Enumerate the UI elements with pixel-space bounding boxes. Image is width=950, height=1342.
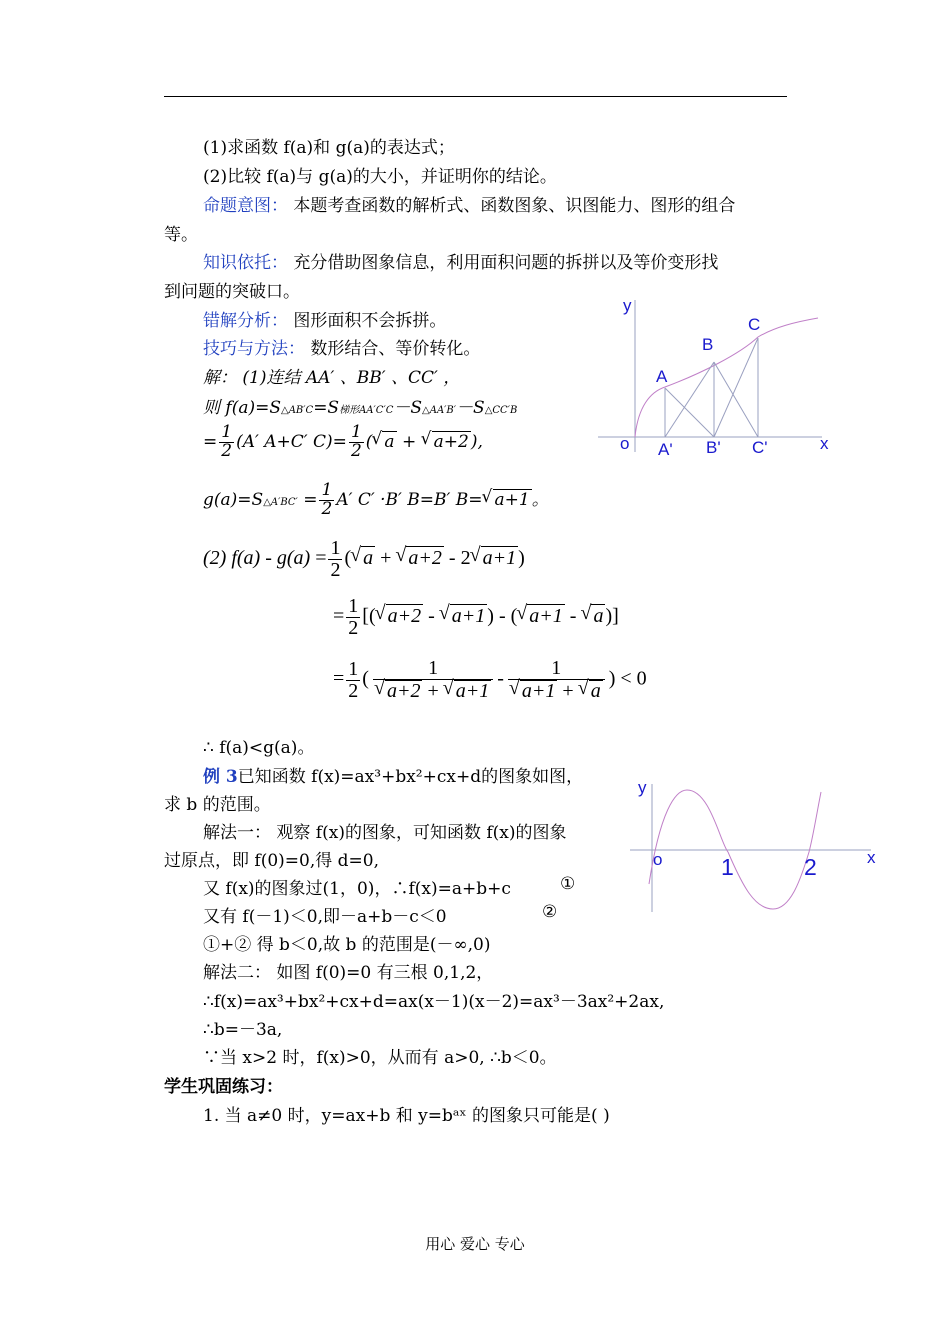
bracket-open: [( [362,605,376,628]
figure-1 [590,292,835,462]
frac-den: 2 [350,440,362,461]
method1-line [203,818,567,843]
equation-tag-1: ① [560,874,576,894]
example3-text: 已知函数 f(x)=ax³+bx²+cx+d的图象如图， [237,767,584,787]
basis-text: 充分借助图象信息，利用面积问题的拆拼以及等价变形找 [293,253,719,273]
fig1-point-B: B [702,335,714,354]
sl3-text: (A′ A+C′ C)= [236,431,347,452]
part2-line-2 [333,596,619,639]
eq-sign: = [315,547,327,570]
example3-line [203,762,583,787]
sqrt-a-plus-2: √ a+2 [406,546,444,570]
sqrt-a-plus-1: √ a+1 [481,546,519,570]
intent-text: 本题考查函数的解析式、函数图象、识图能力、图形的组合 [293,196,736,216]
p2-lhs: (2) f(a) - g(a) [203,547,311,570]
solution-line-4 [203,482,549,519]
sl2-c: －S [393,398,423,418]
solution-line-1: 解： (1)连结 AA′ 、BB′ 、CC′ ， [203,368,461,388]
method1-text: 观察 f(x)的图象，可知函数 f(x)的图象 [271,823,567,843]
frac-den: 2 [321,498,333,519]
frac-num: 1 [508,658,605,680]
frac-num: 1 [330,537,341,559]
skill-label: 技巧与方法： [203,339,305,359]
sl2-d: －S [456,398,485,418]
minus: - [569,605,577,628]
frac-num: 1 [321,480,333,500]
header-rule [164,96,787,97]
sqrt-a-plus-2: √ a+2 [432,431,471,452]
sl4-mid: A′ C′ ·B′ B=B′ B= [336,489,483,510]
solution-line-3: = $\frac{1}{2}$ (A′ A+C′ C)= $\frac{1}{2}$ (√ a + √ a+2 ), [203,424,483,461]
frac-num: 1 [373,658,493,680]
example3-label: 例 3 [203,767,238,787]
fraction-1 [373,658,493,702]
question-1: (1)求函数 f(a)和 g(a)的表达式； [203,138,455,158]
frac-num: 1 [348,657,359,680]
sl2-sub3: △AA′B′ [422,405,457,416]
method1-line-4: 又有 f(－1)＜0,即－a+b－c＜0 [203,907,447,927]
solution-line-2 [203,393,517,418]
fig1-point-A: A [656,367,668,386]
fig2-tick-1: 1 [721,854,734,880]
sqrt-a: √ a [591,604,605,628]
fig1-x-label: x [820,434,829,453]
sl2-sub1: △AB′C [281,405,314,416]
bracket-close: )] [605,605,619,628]
eq-sign: = [203,431,218,452]
sqrt-a-plus-1: √ a+1 [527,604,565,628]
fraction-2 [508,658,605,702]
basis-line [203,248,718,273]
segment-A1B [665,362,714,437]
mid-paren: ) - ( [487,605,518,628]
method1-text-cont: 过原点，即 f(0)=0,得 d=0, [164,851,379,871]
therefore-line: ∴ f(a)<g(a)。 [203,738,315,758]
less-than-zero: ) < 0 [608,667,647,690]
sqrt-a-plus-2: √ a+2 [386,604,424,628]
method2-line [203,958,493,983]
equation-tag-2: ② [542,902,558,922]
skill-line [203,334,480,359]
fig1-point-B1: B' [706,438,721,457]
error-text: 图形面积不会拆拼。 [293,311,447,331]
frac-den-1: √ a+2 + √ a+1 [373,680,493,702]
frac-den: 2 [348,679,359,702]
sl4-end: 。 [531,489,549,510]
sqrt-a-plus-1: √ a+1 [520,680,558,702]
half-fraction [346,596,360,639]
fig2-tick-2: 2 [804,854,817,880]
question-2: (2)比较 f(a)与 g(a)的大小，并证明你的结论。 [203,167,557,187]
sqrt-a-plus-1: √ a+1 [454,680,492,702]
sl2-sub4: △CC′B [484,405,518,416]
minus: - [428,605,435,628]
part2-line-3: = $\frac{1}{2}$ ( 1 √ a+2 + √ a+1 - 1 √ a+1 + √ a ) < 0 [333,658,647,702]
sl4-sub: △A′BC′ [263,496,298,508]
fig2-origin-label: o [653,850,663,869]
frac-den: 2 [221,440,233,461]
sl4-a: g(a)=S [203,489,264,510]
sqrt-a: √ a [589,680,603,702]
minus: - [497,667,504,690]
fig2-x-label: x [867,848,876,867]
plus: + [380,547,392,570]
half-fraction [349,424,364,461]
intent-text-cont: 等。 [164,225,198,245]
sl2-b: =S [313,398,340,418]
practice-item-1: 1. 当 a≠0 时，y=ax+b 和 y=bᵃˣ 的图象只可能是( ) [203,1106,610,1126]
fig2-y-label: y [638,778,647,797]
half-fraction [328,538,342,581]
sqrt-a: √ a [382,431,396,452]
half-fraction [319,482,334,519]
method1-line-3: 又 f(x)的图象过(1，0)，∴f(x)=a+b+c [203,879,511,899]
method2-line-2: ∴f(x)=ax³+bx²+cx+d=ax(x－1)(x－2)=ax³－3ax²+2ax, [203,992,665,1012]
method2-label: 解法二： [203,963,271,983]
segment-AB1 [665,388,714,437]
intent-line [203,191,735,216]
sl3-end: ), [470,431,483,452]
method2-line-3: ∴b=－3a, [203,1020,283,1040]
fig1-point-C1: C' [752,438,768,457]
error-label: 错解分析： [203,311,288,331]
eq-sign: = [303,489,318,510]
eq-sign: = [333,667,345,690]
sl2-a: 则 f(a)=S [203,398,281,418]
minus-two: - 2 [448,547,471,570]
frac-num: 1 [350,422,362,442]
sl2-sub2: 梯形AA′C′C [339,405,394,416]
skill-text: 数形结合、等价转化。 [310,339,481,359]
fig1-origin-label: o [620,434,630,453]
frac-num: 1 [221,422,233,442]
eq-sign: = [333,605,345,628]
figure-2 [625,772,880,917]
segment-BC1 [714,362,758,437]
method2-text: 如图 f(0)=0 有三根 0,1,2， [271,963,494,983]
page-footer: 用心 爱心 专心 [425,1235,525,1253]
frac-num: 1 [348,595,359,617]
fig1-point-C: C [748,315,761,334]
part2-line-1: (2) f(a) - g(a) = $\frac{1}{2}$ (√ a + √ a+2 - 2√ a+1 ) [203,538,525,581]
method2-line-4: ∵当 x>2 时，f(x)>0，从而有 a>0, ∴b＜0。 [203,1048,557,1068]
frac-den: 2 [330,559,341,581]
fig1-point-A1: A' [658,440,673,459]
half-fraction [219,424,234,461]
intent-label: 命题意图： [203,196,288,216]
half-fraction [346,659,360,702]
frac-den: 2 [348,617,359,639]
error-line [203,306,446,331]
method1-line-5: ①+② 得 b＜0,故 b 的范围是(－∞,0) [203,935,491,955]
fig1-y-label: y [623,296,632,315]
basis-label: 知识依托： [203,253,288,273]
practice-title: 学生巩固练习： [164,1077,283,1097]
sqrt-a: √ a [361,546,375,570]
basis-text-cont: 到问题的突破口。 [164,282,300,302]
example3-text-cont: 求 b 的范围。 [164,795,271,815]
frac-den-2: √ a+1 + √ a [508,680,605,702]
sqrt-a-plus-1: √ a+1 [493,489,532,510]
sqrt-a-plus-1: √ a+1 [450,604,488,628]
sqrt-a-plus-2: √ a+2 [385,680,423,702]
method1-label: 解法一： [203,823,271,843]
